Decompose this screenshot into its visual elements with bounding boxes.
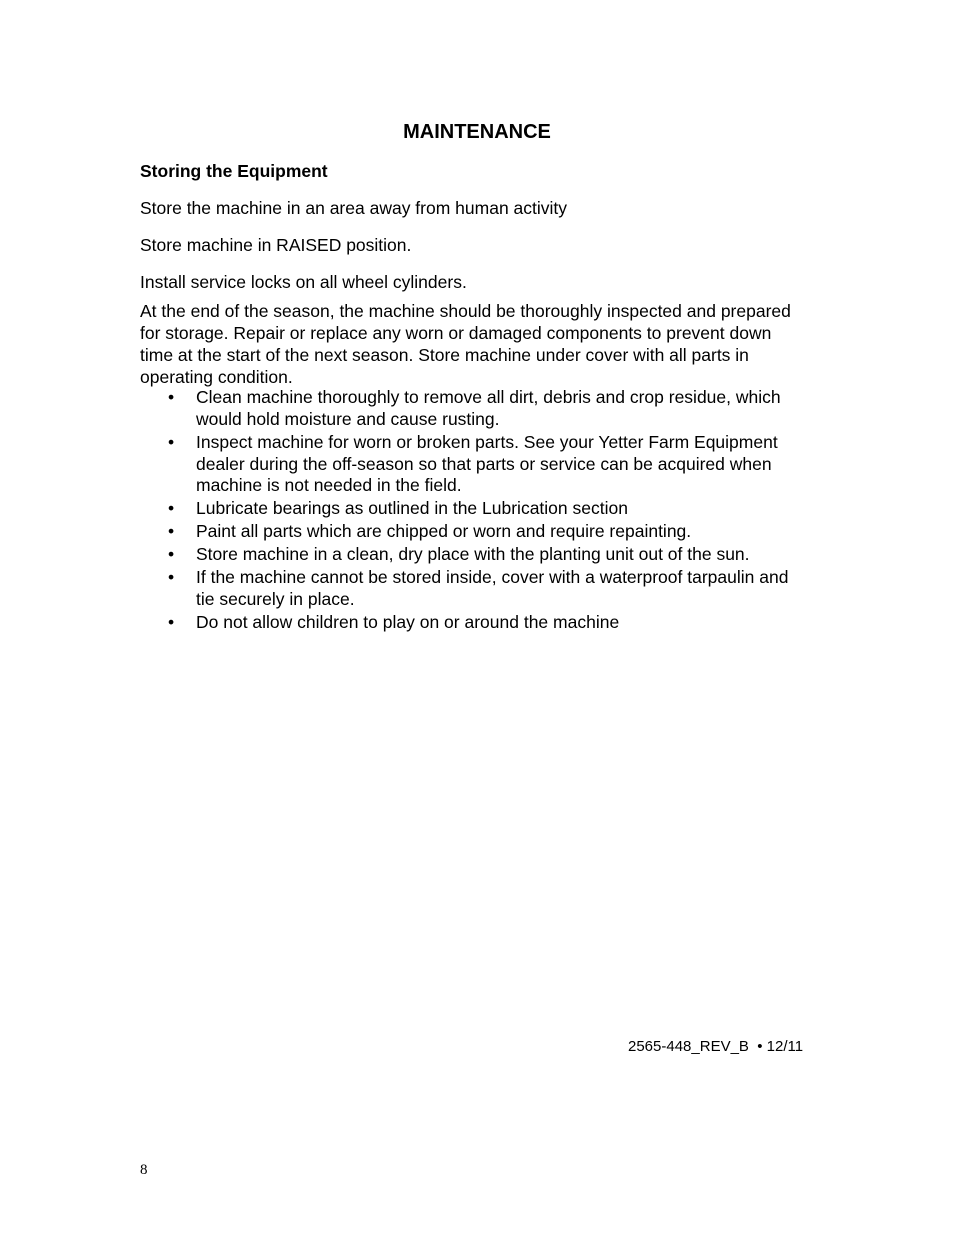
storage-bullet-list [140, 387, 810, 635]
list-item-text: Do not allow children to play on or around the machine [196, 612, 620, 633]
bullet-icon: • [168, 431, 175, 452]
list-item-text: Paint all parts which are chipped or worn and require repainting. [196, 521, 692, 542]
page-number: 8 [140, 1162, 148, 1178]
list-item-text: Inspect machine for worn or broken parts. See your Yetter Farm Equipment dealer during the off-season so that parts or service can be acquired when machine is not needed in the field. [196, 431, 778, 496]
list-item [140, 432, 810, 497]
list-item [140, 498, 810, 520]
list-item [140, 521, 810, 543]
paragraph-service-locks: Install service locks on all wheel cylinders. [140, 272, 467, 292]
list-item-text: Lubricate bearings as outlined in the Lubrication section [196, 498, 628, 519]
list-item [140, 387, 810, 431]
bullet-icon: • [168, 544, 175, 565]
paragraph-store-away: Store the machine in an area away from human activity [140, 198, 568, 218]
list-item-text: If the machine cannot be stored inside, cover with a waterproof tarpaulin and tie securely in place. [196, 567, 789, 610]
paragraph-raised-position: Store machine in RAISED position. [140, 235, 412, 255]
paragraph-end-of-season: At the end of the season, the machine should be thoroughly inspected and prepared for storage. Repair or replace any worn or damaged components to prevent down time at the start of the next season. Store machine under cover with all parts in operating condition. [140, 301, 791, 387]
bullet-icon: • [168, 498, 175, 519]
list-item [140, 612, 810, 634]
page-title: MAINTENANCE [403, 121, 551, 143]
list-item-text: Clean machine thoroughly to remove all dirt, debris and crop residue, which would hold moisture and cause rusting. [196, 387, 781, 429]
list-item-text: Store machine in a clean, dry place with the planting unit out of the sun. [196, 544, 750, 565]
bullet-icon: • [168, 521, 175, 542]
bullet-icon: • [168, 567, 175, 588]
list-item [140, 544, 810, 566]
section-heading: Storing the Equipment [140, 161, 328, 181]
document-revision-code: 2565-448_REV_B • 12/11 [628, 1038, 804, 1055]
list-item [140, 567, 810, 611]
bullet-icon: • [168, 612, 175, 633]
bullet-icon: • [168, 387, 175, 407]
